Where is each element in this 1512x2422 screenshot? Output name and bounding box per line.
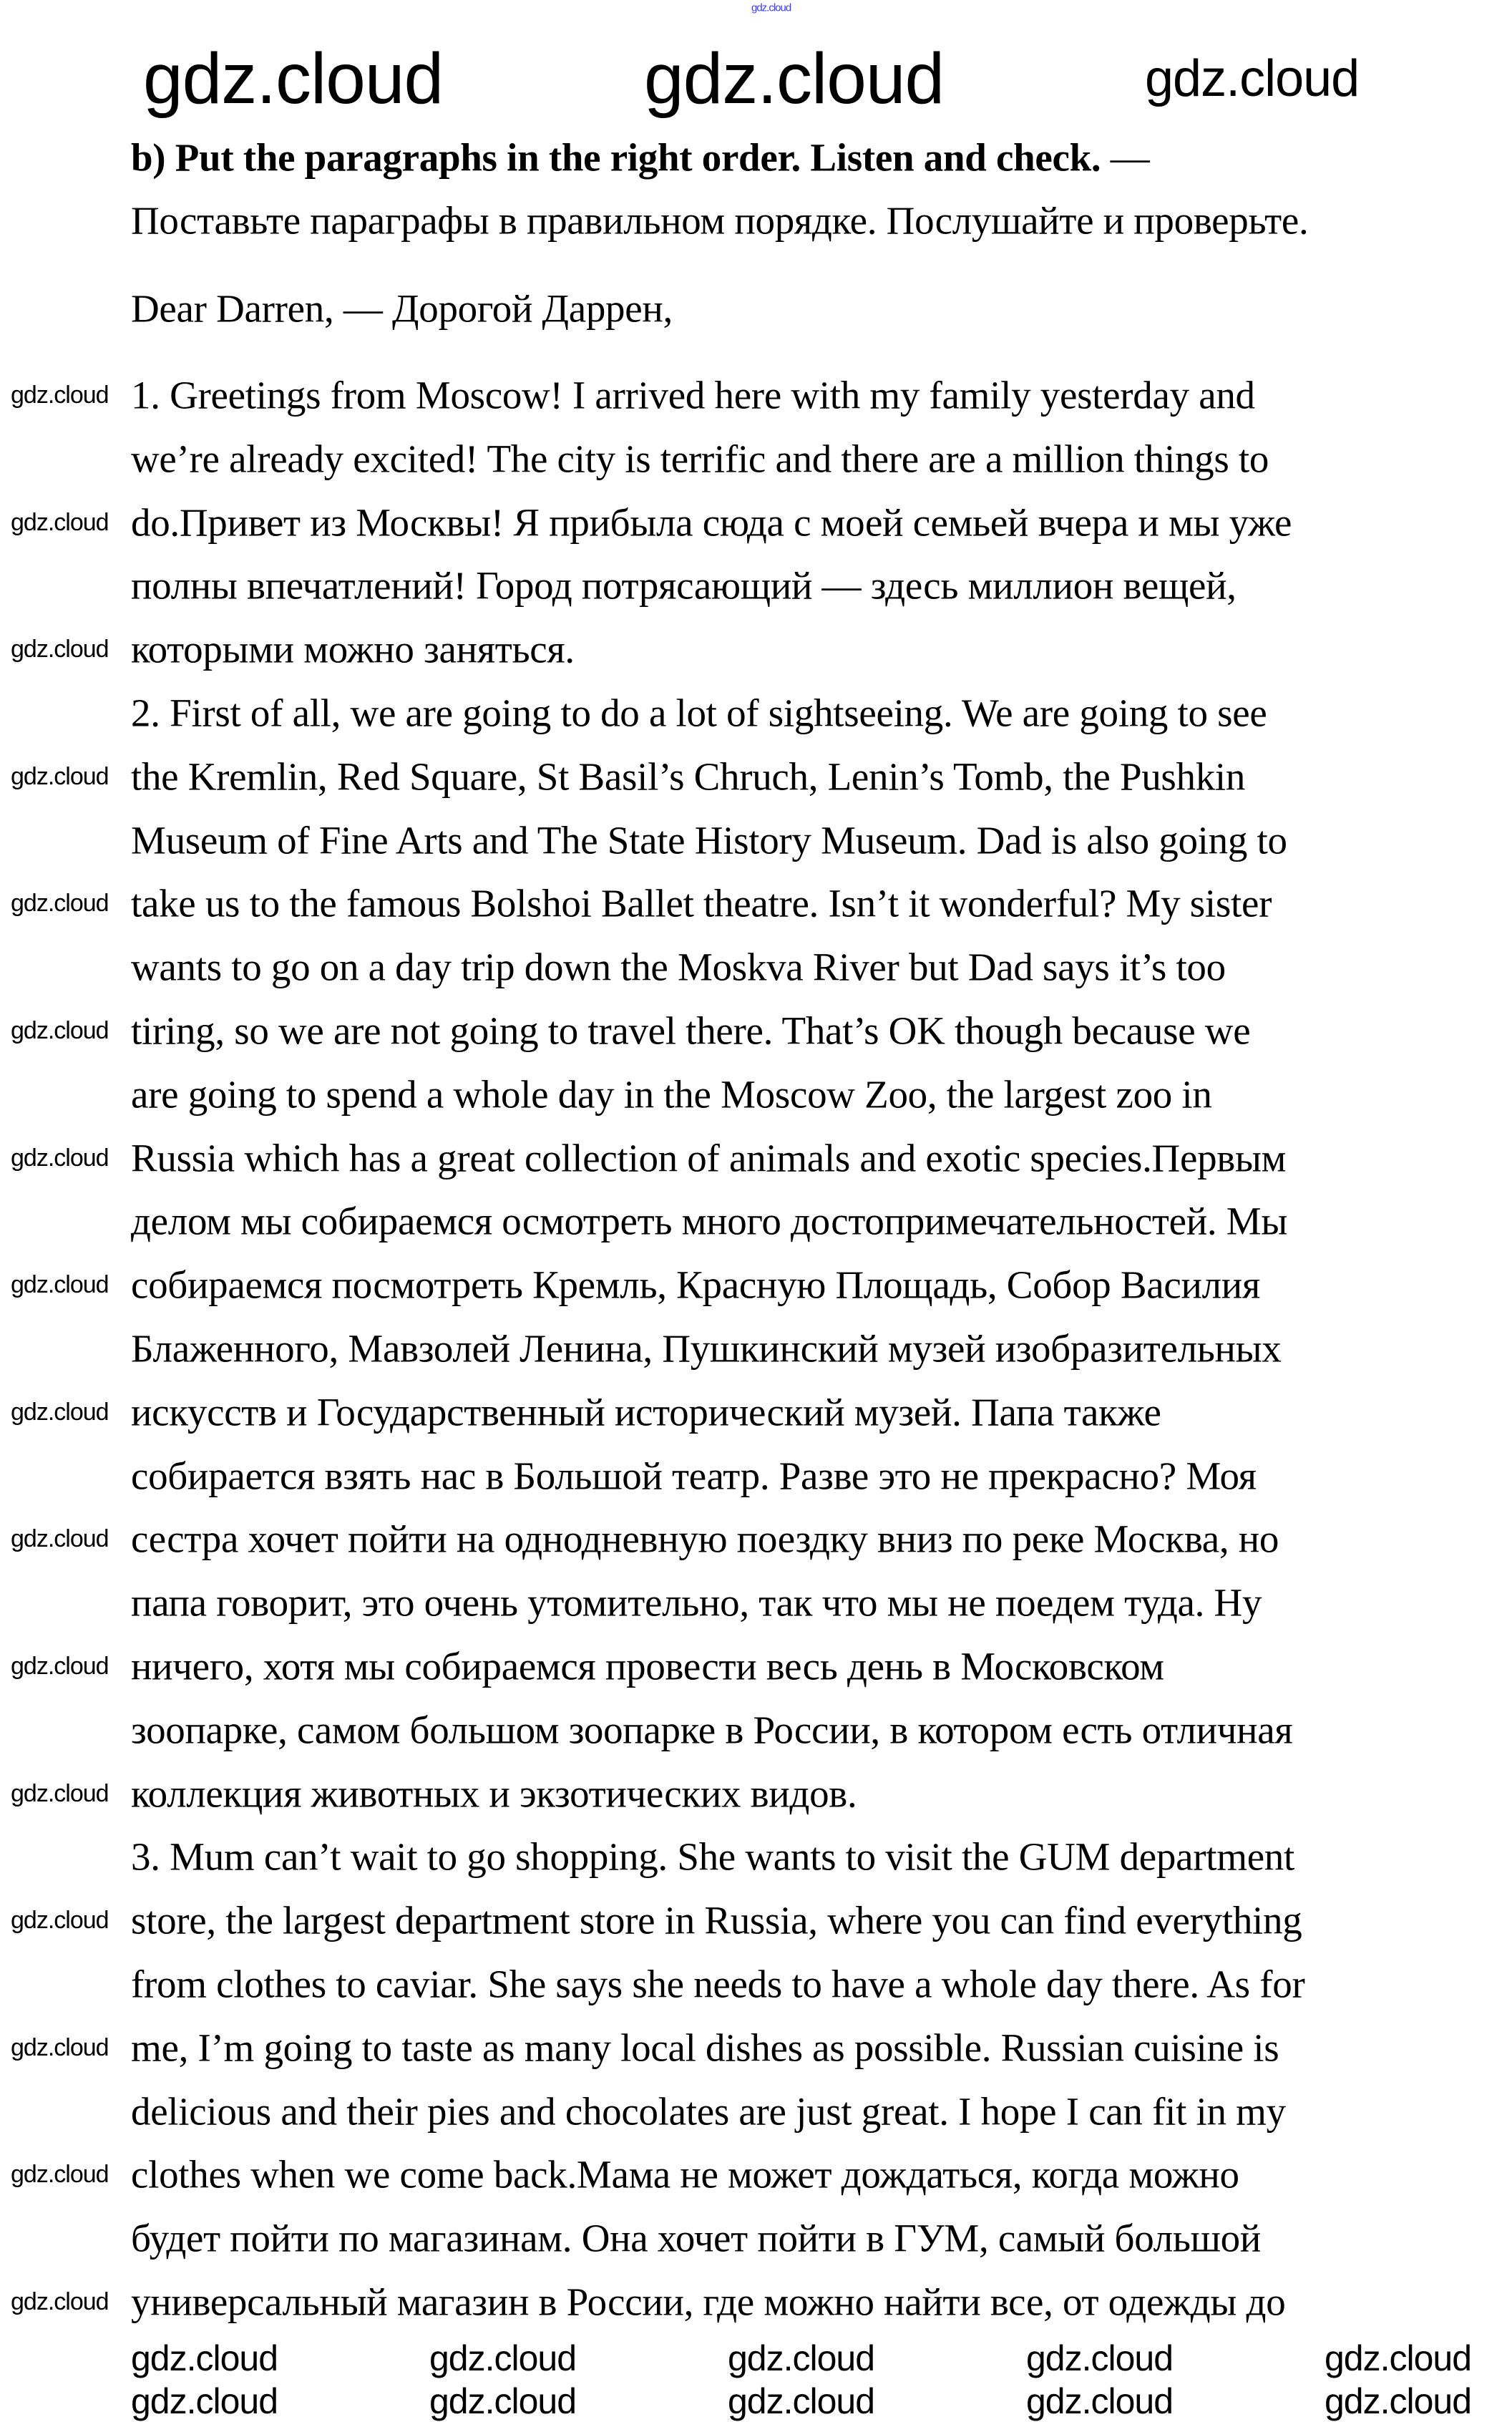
text-line: from clothes to caviar. She says she needs to have a whole day there. As for — [131, 1962, 1305, 2006]
watermark: gdz.cloud — [143, 39, 444, 119]
text-line: искусств и Государственный исторический музей. Папа также — [131, 1390, 1161, 1434]
watermark: gdz.cloud — [1026, 2381, 1174, 2421]
watermark: gdz.cloud — [429, 2338, 577, 2378]
text-line: делом мы собираемся осмотреть много достопримечательностей. Мы — [131, 1199, 1288, 1243]
letter-greeting: Dear Darren, — Дорогой Даррен, — [131, 286, 673, 331]
watermark: gdz.cloud — [11, 1779, 109, 1807]
watermark: gdz.cloud — [11, 1398, 109, 1426]
watermark: gdz.cloud — [11, 2161, 109, 2189]
text-line: которыми можно заняться. — [131, 627, 575, 671]
text-line: clothes when we come back.Мама не может дождаться, когда можно — [131, 2152, 1239, 2197]
text-line: коллекция животных и экзотических видов. — [131, 1771, 857, 1816]
text-line: зоопарке, самом большом зоопарке в России, в котором есть отличная — [131, 1708, 1293, 1752]
watermark: gdz.cloud — [11, 508, 109, 536]
watermark: gdz.cloud — [751, 1, 791, 14]
text-line: me, I’m going to taste as many local dishes as possible. Russian cuisine is — [131, 2025, 1279, 2070]
watermark: gdz.cloud — [131, 2381, 278, 2421]
watermark: gdz.cloud — [11, 1017, 109, 1044]
text-line: будет пойти по магазинам. Она хочет пойти в ГУМ, самый большой — [131, 2216, 1262, 2260]
watermark: gdz.cloud — [1026, 2338, 1174, 2378]
text-line: собираемся посмотреть Кремль, Красную Площадь, Собор Василия — [131, 1263, 1260, 1307]
text-line: wants to go on a day trip down the Moskva River but Dad says it’s too — [131, 945, 1226, 989]
exercise-instruction-translation: Поставьте параграфы в правильном порядке. Послушайте и проверьте. — [131, 198, 1309, 243]
text-line: we’re already excited! The city is terrific and there are a million things to — [131, 437, 1269, 481]
watermark: gdz.cloud — [11, 890, 109, 918]
watermark: gdz.cloud — [11, 2288, 109, 2315]
watermark: gdz.cloud — [1325, 2338, 1472, 2378]
text-line: ничего, хотя мы собираемся провести весь день в Московском — [131, 1644, 1164, 1688]
text-line: собирается взять нас в Большой театр. Разве это не прекрасно? Моя — [131, 1454, 1257, 1498]
text-line: 3. Mum can’t wait to go shopping. She wants to visit the GUM department — [131, 1834, 1294, 1879]
text-line: store, the largest department store in Russia, where you can find everything — [131, 1898, 1302, 1942]
text-line: 1. Greetings from Moscow! I arrived here with my family yesterday and — [131, 373, 1255, 417]
watermark: gdz.cloud — [11, 1144, 109, 1172]
watermark: gdz.cloud — [429, 2381, 577, 2421]
text-line: Блаженного, Мавзолей Ленина, Пушкинский музей изобразительных — [131, 1326, 1282, 1371]
text-line: универсальный магазин в России, где можно найти все, от одежды до — [131, 2280, 1286, 2324]
watermark: gdz.cloud — [11, 1653, 109, 1680]
text-line: 2. First of all, we are going to do a lot of sightseeing. We are going to see — [131, 691, 1267, 735]
text-line: are going to spend a whole day in the Moscow Zoo, the largest zoo in — [131, 1072, 1212, 1117]
watermark: gdz.cloud — [11, 762, 109, 790]
watermark: gdz.cloud — [131, 2338, 278, 2378]
watermark: gdz.cloud — [11, 1271, 109, 1299]
watermark: gdz.cloud — [644, 39, 945, 119]
watermark: gdz.cloud — [1145, 50, 1360, 107]
text-line: the Kremlin, Red Square, St Basil’s Chruch, Lenin’s Tomb, the Pushkin — [131, 754, 1246, 799]
watermark: gdz.cloud — [728, 2338, 875, 2378]
heading-dash: — — [1101, 135, 1150, 180]
text-line: delicious and their pies and chocolates are just great. I hope I can fit in my — [131, 2089, 1286, 2134]
text-line: take us to the famous Bolshoi Ballet theatre. Isn’t it wonderful? My sister — [131, 881, 1272, 925]
text-line: полны впечатлений! Город потрясающий — здесь миллион вещей, — [131, 563, 1237, 608]
text-line: do.Привет из Москвы! Я прибыла сюда с моей семьей вчера и мы уже — [131, 500, 1292, 545]
watermark: gdz.cloud — [11, 1525, 109, 1553]
watermark: gdz.cloud — [11, 636, 109, 663]
text-line: сестра хочет пойти на однодневную поездку вниз по реке Москва, но — [131, 1517, 1279, 1561]
text-line: tiring, so we are not going to travel there. That’s OK though because we — [131, 1008, 1251, 1053]
exercise-heading — [131, 135, 1150, 180]
text-line: папа говорит, это очень утомительно, так что мы не поедем туда. Ну — [131, 1580, 1262, 1625]
text-line: Museum of Fine Arts and The State History Museum. Dad is also going to — [131, 818, 1287, 862]
text-line: Russia which has a great collection of animals and exotic species.Первым — [131, 1136, 1287, 1180]
watermark: gdz.cloud — [11, 381, 109, 409]
exercise-instruction: b) Put the paragraphs in the right order. Listen and check. — [131, 135, 1101, 180]
watermark: gdz.cloud — [728, 2381, 875, 2421]
watermark: gdz.cloud — [1325, 2381, 1472, 2421]
watermark: gdz.cloud — [11, 2033, 109, 2061]
watermark: gdz.cloud — [11, 1907, 109, 1935]
